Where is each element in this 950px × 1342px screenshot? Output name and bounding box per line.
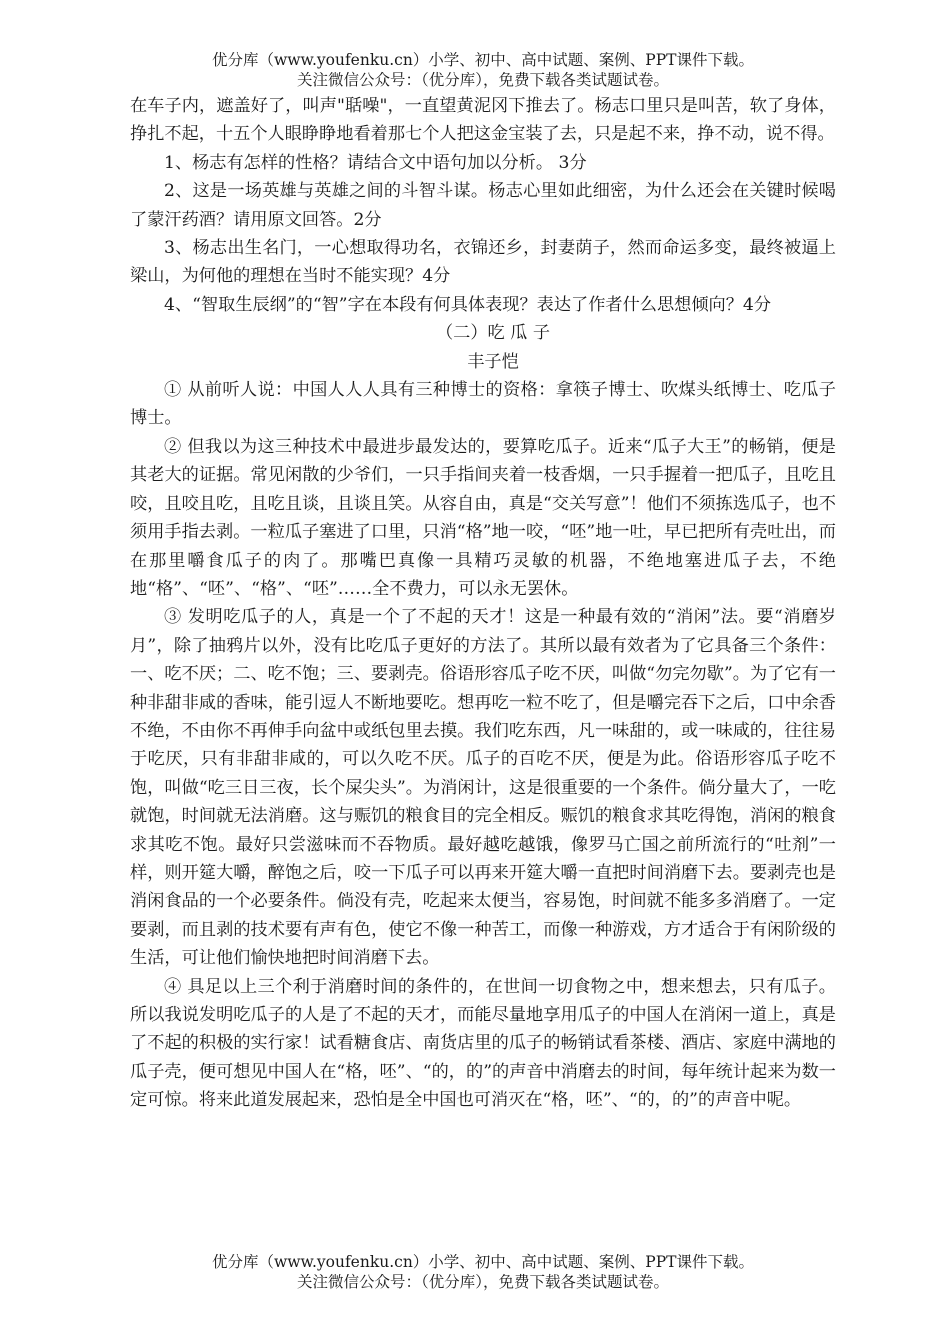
article-paragraph-1: ① 从前听人说：中国人人人具有三种博士的资格：拿筷子博士、吹煤头纸博士、吃瓜子博士。 [130,380,836,429]
header-line-2: 关注微信公众号：（优分库），免费下载各类试题试卷。 [296,71,669,89]
question-4: 4、“智取生辰纲”的“智”字在本段有何具体表现？表达了作者什么思想倾向？4分 [164,294,772,315]
question-1: 1、杨志有怎样的性格？请结合文中语句加以分析。 3分 [164,152,587,173]
header-line-1: 优分库（www.youfenku.cn）小学、初中、高中试题、案例、PPT课件下载。 [211,51,755,69]
article-title: （二）吃 瓜 子 [435,323,551,344]
article-paragraph-3: ③ 发明吃瓜子的人，真是一个了不起的天才！这是一种最有效的“消闲”法。要“消磨岁月”，除了抽鸦片以外，没有比吃瓜子更好的方法了。其所以最有效者为了它具备三个条件：一、吃不厌；二、吃不饱；三、要剥壳。俗语形容瓜子吃不厌，叫做“勿完勿歇”。为了它有一种非甜非咸的香味，能引逗人不断地要吃。想再吃一粒不吃了，但是嚼完吞下之后，口中余香不绝，不由你不再伸手向盆中或纸包里去摸。我们吃东西，凡一味甜的，或一味咸的，往往易于吃厌，只有非甜非咸的，可以久吃不厌。瓜子的百吃不厌，便是为此。俗语形容瓜子吃不饱，叫做“吃三日三夜，长个屎尖头”。为消闲计，这是很重要的一个条件。倘分量大了，一吃就饱，时间就无法消磨。这与赈饥的粮食目的完全相反。赈饥的粮食求其吃得饱，消闲的粮食求其吃不饱。最好只尝滋味而不吞物质。最好越吃越饿，像罗马亡国之前所流行的“吐剂”一样，则开筵大嚼，醉饱之后，咬一下瓜子可以再来开筵大嚼一直把时间消磨下去。要剥壳也是消闲食品的一个必要条件。倘没有壳，吃起来太便当，容易饱，时间就不能多多消磨了。一定要剥，而且剥的技术要有声有色，使它不像一种苦工，而像一种游戏，方才适合于有闲阶级的生活，可让他们愉快地把时间消磨下去。 [130,607,836,969]
page-footer [130,1252,836,1292]
article-paragraph-2: ② 但我以为这三种技术中最进步最发达的，要算吃瓜子。近来“瓜子大王”的畅销，便是其老大的证据。常见闲散的少爷们，一只手指间夹着一枝香烟，一只手握着一把瓜子，且吃且咬，且咬且吃，且吃且谈，且谈且笑。从容自由，真是“交关写意”！他们不须拣选瓜子，也不须用手指去剥。一粒瓜子塞进了口里，只消“格”地一咬，“呸”地一吐，早已把所有壳吐出，而在那里嚼食瓜子的肉了。那嘴巴真像一具精巧灵敏的机器，不绝地塞进瓜子去，不绝地“格”、“呸”、“格”、“呸”……全不费力，可以永无罢休。 [130,436,836,599]
question-2: 2、这是一场英雄与英雄之间的斗智斗谋。杨志心里如此细密，为什么还会在关键时候喝了蒙汗药酒？请用原文回答。2分 [130,181,836,230]
page-header [130,50,836,90]
article-author: 丰子恺 [467,351,519,372]
article-paragraph-4: ④ 具足以上三个利于消磨时间的条件的，在世间一切食物之中，想来想去，只有瓜子。所以我说发明吃瓜子的人是了不起的天才，而能尽量地享用瓜子的中国人在消闲一道上，真是了不起的积极的实行家！试看糖食店、南货店里的瓜子的畅销试看茶楼、酒店、家庭中满地的瓜子壳，便可想见中国人在“格，呸”、“的，的”的声音中消磨去的时间，每年统计起来为数一定可惊。将来此道发展起来，恐怕是全中国也可消灭在“格，呸”、“的，的”的声音中呢。 [130,976,836,1111]
passage-continuation: 在车子内，遮盖好了，叫声"聒噪"，一直望黄泥冈下推去了。杨志口里只是叫苦，软了身体，挣扎不起，十五个人眼睁睁地看着那七个人把这金宝装了去，只是起不来，挣不动，说不得。 [130,96,836,145]
footer-line-1: 优分库（www.youfenku.cn）小学、初中、高中试题、案例、PPT课件下载。 [211,1253,755,1271]
document-page [130,0,836,1291]
footer-line-2: 关注微信公众号：（优分库），免费下载各类试题试卷。 [296,1273,669,1291]
question-3: 3、杨志出生名门，一心想取得功名，衣锦还乡，封妻荫子，然而命运多变，最终被逼上梁山，为何他的理想在当时不能实现？4分 [130,238,836,287]
